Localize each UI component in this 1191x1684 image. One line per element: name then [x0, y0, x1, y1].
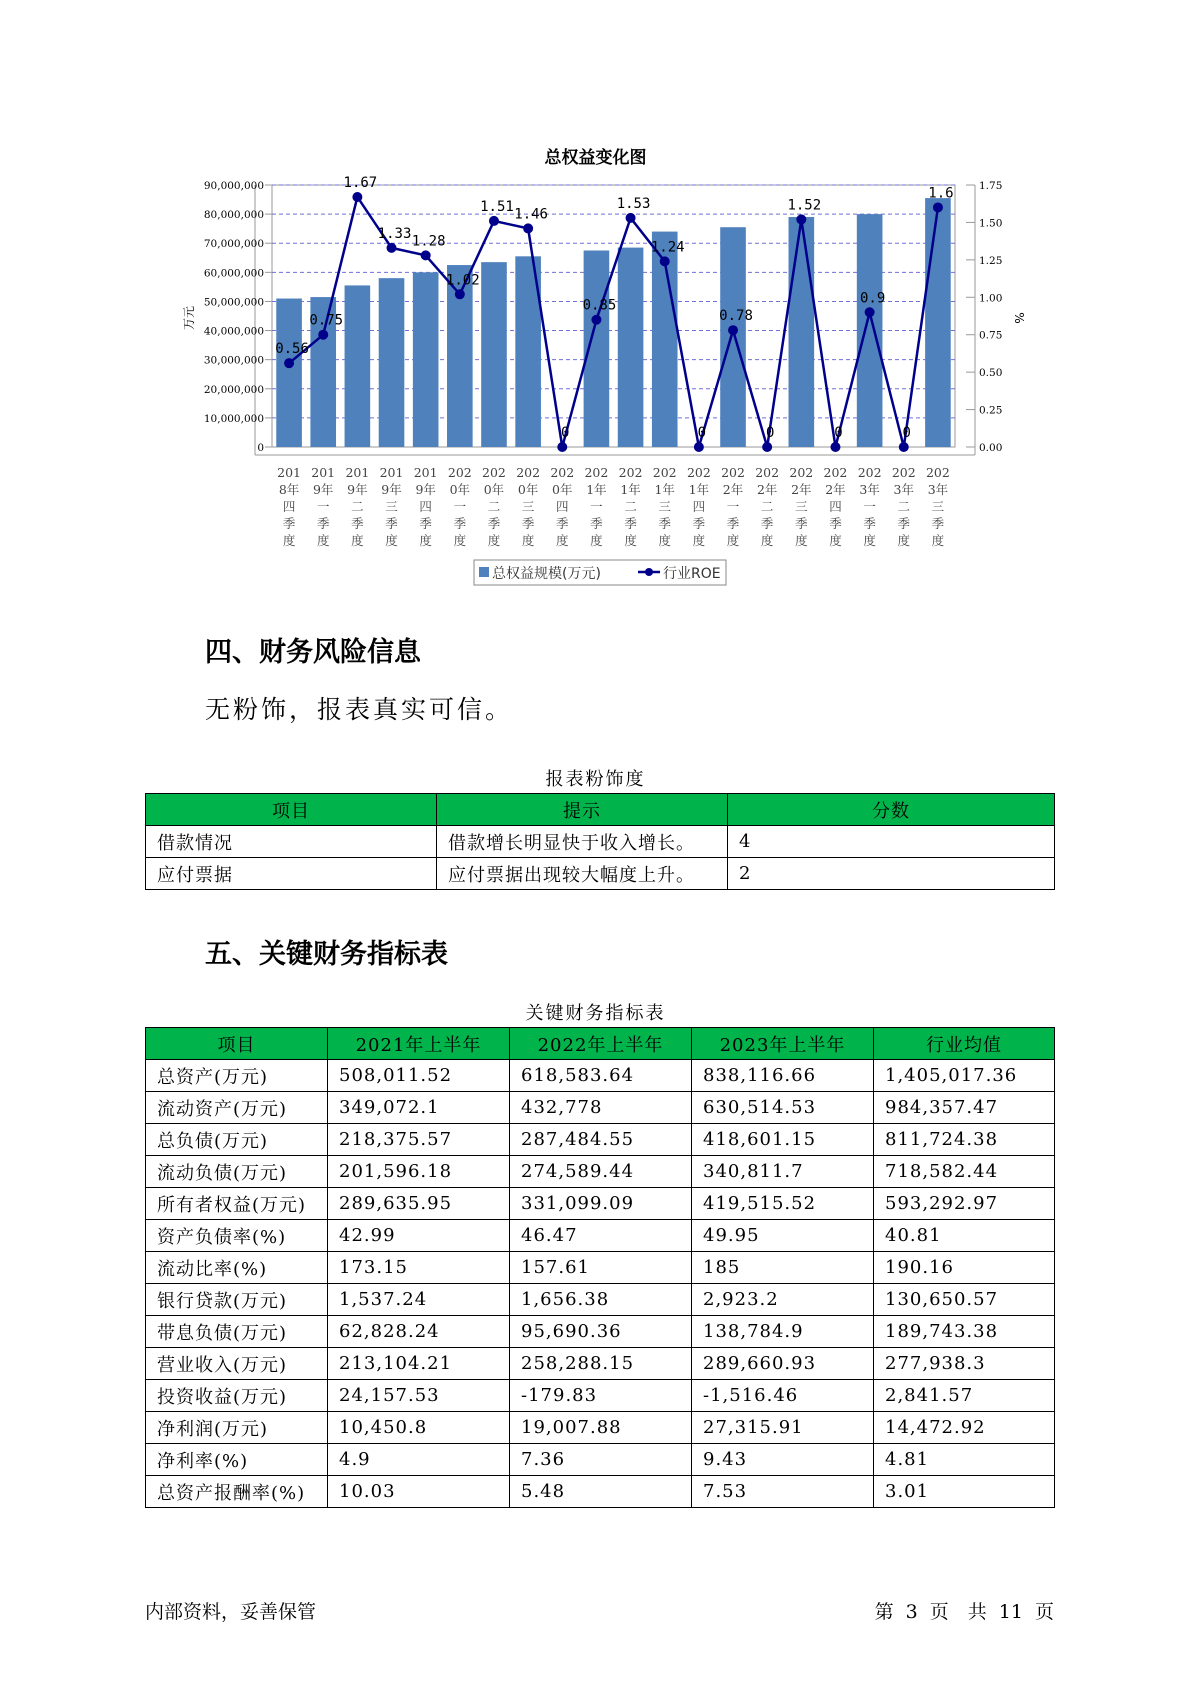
- x-tick-label: 季: [590, 516, 603, 531]
- x-tick-label: 季: [692, 516, 706, 531]
- indicator-table-cell: 46.47: [510, 1220, 692, 1252]
- risk-summary-text: 无粉饰，报表真实可信。: [205, 695, 514, 724]
- x-tick-label: 201: [277, 465, 302, 480]
- x-tick-label: 季: [931, 516, 945, 531]
- indicator-table-cell: 10,450.8: [328, 1412, 510, 1444]
- indicator-table-cell: 274,589.44: [510, 1156, 692, 1188]
- roe-point: [455, 289, 465, 299]
- x-tick-label: 度: [760, 533, 774, 548]
- roe-data-label: 0.85: [582, 297, 617, 314]
- indicator-table-cell: 157.61: [510, 1252, 692, 1284]
- indicator-header-2023: 2023年上半年: [692, 1028, 874, 1060]
- indicator-table-cell: 289,635.95: [328, 1188, 510, 1220]
- x-tick-label: 季: [487, 516, 501, 531]
- x-tick-label: 度: [931, 533, 945, 548]
- x-tick-label: 二: [760, 499, 774, 514]
- x-tick-label: 3年: [893, 482, 915, 497]
- equity-bar: [925, 198, 951, 447]
- left-tick-label: 30,000,000: [203, 354, 264, 367]
- x-tick-label: 度: [692, 533, 706, 548]
- x-tick-label: 三: [931, 499, 945, 514]
- indicator-table-cell: 287,484.55: [510, 1124, 692, 1156]
- roe-data-label: 1.02: [445, 272, 480, 289]
- x-tick-label: 度: [385, 533, 398, 548]
- indicator-table-cell: 62,828.24: [328, 1316, 510, 1348]
- indicator-table-cell: 213,104.21: [328, 1348, 510, 1380]
- x-tick-label: 季: [453, 516, 467, 531]
- indicator-table-row: [146, 1252, 1055, 1284]
- indicator-table-cell: 流动比率(%): [146, 1252, 328, 1284]
- indicator-table-cell: -179.83: [510, 1380, 692, 1412]
- indicator-table-cell: 201,596.18: [328, 1156, 510, 1188]
- indicator-table-cell: 630,514.53: [692, 1092, 874, 1124]
- x-tick-label: 202: [652, 465, 677, 480]
- x-tick-label: 202: [925, 465, 950, 480]
- roe-data-label: 1.52: [787, 197, 822, 214]
- x-tick-label: 201: [311, 465, 336, 480]
- x-tick-label: 1年: [586, 482, 607, 497]
- indicator-table-cell: 618,583.64: [510, 1060, 692, 1092]
- x-tick-label: 202: [755, 465, 780, 480]
- indicator-table-cell: 189,743.38: [874, 1316, 1055, 1348]
- indicator-table-cell: 1,537.24: [328, 1284, 510, 1316]
- roe-data-label: 0.56: [275, 341, 309, 358]
- x-tick-label: 202: [789, 465, 814, 480]
- x-tick-label: 202: [584, 465, 609, 480]
- right-tick-label: 0.75: [979, 329, 1003, 342]
- indicator-table-cell: 总资产报酬率(%): [146, 1476, 328, 1508]
- indicator-table-cell: 24,157.53: [328, 1380, 510, 1412]
- x-tick-label: 二: [897, 499, 911, 514]
- roe-point: [284, 358, 294, 368]
- roe-point: [660, 256, 670, 266]
- indicator-header-industry-avg: 行业均值: [874, 1028, 1055, 1060]
- x-tick-label: 季: [282, 516, 296, 531]
- risk-table-row: [146, 826, 1055, 858]
- indicator-table-cell: 718,582.44: [874, 1156, 1055, 1188]
- x-tick-label: 季: [795, 516, 808, 531]
- x-tick-label: 度: [863, 533, 876, 548]
- indicator-table-cell: 27,315.91: [692, 1412, 874, 1444]
- equity-bar: [413, 272, 439, 447]
- x-tick-label: 1年: [688, 482, 710, 497]
- risk-header-hint: 提示: [437, 794, 728, 826]
- x-tick-label: 季: [351, 516, 364, 531]
- x-tick-label: 度: [658, 533, 671, 548]
- x-tick-label: 202: [823, 465, 848, 480]
- x-tick-label: 一: [453, 499, 467, 514]
- section5-heading: 五、关键财务指标表: [205, 939, 448, 970]
- indicator-table-cell: 418,601.15: [692, 1124, 874, 1156]
- x-tick-label: 四: [556, 499, 569, 514]
- indicator-table-row: [146, 1412, 1055, 1444]
- right-tick-label: 1.50: [979, 217, 1003, 230]
- x-tick-label: 四: [829, 499, 842, 514]
- indicator-table-cell: 508,011.52: [328, 1060, 510, 1092]
- indicator-table-cell: 593,292.97: [874, 1188, 1055, 1220]
- roe-data-label: 1.46: [514, 206, 548, 223]
- indicator-header-2022: 2022年上半年: [510, 1028, 692, 1060]
- indicator-table-row: [146, 1124, 1055, 1156]
- x-tick-label: 0年: [552, 482, 573, 497]
- indicator-table-cell: 340,811.7: [692, 1156, 874, 1188]
- x-tick-label: 度: [624, 533, 637, 548]
- equity-bar: [345, 285, 371, 447]
- risk-table-cell: 4: [728, 826, 1055, 858]
- risk-table-cell: 2: [728, 858, 1055, 890]
- indicator-table-cell: 净利润(万元): [146, 1412, 328, 1444]
- roe-data-label: 1.6: [928, 185, 954, 202]
- roe-point: [523, 223, 533, 233]
- roe-point: [865, 307, 875, 317]
- x-tick-label: 3年: [927, 482, 949, 497]
- x-tick-label: 202: [516, 465, 541, 480]
- indicator-table-cell: 258,288.15: [510, 1348, 692, 1380]
- indicator-table-cell: 984,357.47: [874, 1092, 1055, 1124]
- left-tick-label: 90,000,000: [203, 180, 264, 192]
- x-tick-label: 度: [726, 533, 740, 548]
- right-tick-label: 0.00: [979, 442, 1003, 454]
- risk-table-caption: 报表粉饰度: [545, 769, 646, 790]
- x-tick-label: 一: [316, 499, 330, 514]
- indicator-table-cell: 2,841.57: [874, 1380, 1055, 1412]
- indicator-table-cell: 流动负债(万元): [146, 1156, 328, 1188]
- risk-table: [145, 793, 1055, 890]
- x-tick-label: 202: [482, 465, 506, 480]
- indicator-table-cell: -1,516.46: [692, 1380, 874, 1412]
- indicator-table-cell: 277,938.3: [874, 1348, 1055, 1380]
- x-tick-label: 一: [726, 499, 740, 514]
- indicator-header-item: 项目: [146, 1028, 328, 1060]
- indicator-table-cell: 7.36: [510, 1444, 692, 1476]
- risk-table-cell: 应付票据: [146, 858, 437, 890]
- x-tick-label: 201: [413, 465, 438, 480]
- x-tick-label: 四: [282, 499, 296, 514]
- right-tick-label: 0.25: [979, 404, 1003, 417]
- x-tick-label: 8年: [278, 482, 300, 497]
- x-tick-label: 季: [829, 516, 842, 531]
- indicator-table-cell: 总负债(万元): [146, 1124, 328, 1156]
- roe-data-label: 1.53: [616, 195, 651, 212]
- roe-data-label: 0: [765, 425, 775, 441]
- x-tick-label: 三: [658, 499, 671, 514]
- roe-point: [626, 213, 636, 223]
- risk-header-score: 分数: [728, 794, 1055, 826]
- indicator-table-row: [146, 1380, 1055, 1412]
- indicator-table-cell: 7.53: [692, 1476, 874, 1508]
- x-tick-label: 2年: [825, 482, 846, 497]
- indicator-table-cell: 42.99: [328, 1220, 510, 1252]
- equity-bar: [618, 248, 644, 447]
- indicator-table-row: [146, 1156, 1055, 1188]
- indicator-table-cell: 95,690.36: [510, 1316, 692, 1348]
- risk-table-header-row: [146, 794, 1055, 826]
- x-tick-label: 度: [795, 533, 808, 548]
- indicator-table-cell: 19,007.88: [510, 1412, 692, 1444]
- chart-title: 总权益变化图: [544, 148, 647, 168]
- indicator-table-row: [146, 1476, 1055, 1508]
- indicator-table-cell: 1,656.38: [510, 1284, 692, 1316]
- indicator-table-cell: 130,650.57: [874, 1284, 1055, 1316]
- x-tick-label: 季: [726, 516, 740, 531]
- risk-table-row: [146, 858, 1055, 890]
- x-tick-label: 季: [760, 516, 774, 531]
- roe-point: [352, 192, 362, 202]
- equity-bar: [481, 262, 507, 447]
- indicator-table-cell: 2,923.2: [692, 1284, 874, 1316]
- indicator-table-cell: 1,405,017.36: [874, 1060, 1055, 1092]
- indicator-table-row: [146, 1060, 1055, 1092]
- risk-table-cell: 应付票据出现较大幅度上升。: [437, 858, 728, 890]
- indicator-table-cell: 138,784.9: [692, 1316, 874, 1348]
- roe-point: [933, 202, 943, 212]
- indicator-table-cell: 185: [692, 1252, 874, 1284]
- indicator-table-cell: 419,515.52: [692, 1188, 874, 1220]
- x-tick-label: 季: [863, 516, 876, 531]
- legend-bar-swatch: [479, 567, 489, 577]
- x-tick-label: 四: [692, 499, 706, 514]
- x-tick-label: 二: [351, 499, 364, 514]
- indicator-table-caption: 关键财务指标表: [525, 1003, 666, 1024]
- right-tick-label: 1.00: [979, 292, 1003, 305]
- roe-point: [318, 330, 328, 340]
- x-tick-label: 9年: [381, 482, 402, 497]
- indicator-table-cell: 资产负债率(%): [146, 1220, 328, 1252]
- x-tick-label: 202: [891, 465, 916, 480]
- roe-point: [728, 325, 738, 335]
- roe-point: [591, 315, 601, 325]
- left-tick-label: 80,000,000: [203, 209, 264, 222]
- roe-point: [694, 442, 704, 452]
- left-tick-label: 0: [257, 442, 264, 454]
- x-tick-label: 二: [624, 499, 637, 514]
- x-tick-label: 2年: [722, 482, 744, 497]
- indicator-table-row: [146, 1316, 1055, 1348]
- indicator-table-cell: 所有者权益(万元): [146, 1188, 328, 1220]
- x-tick-label: 季: [897, 516, 911, 531]
- right-axis-label: %: [1012, 312, 1026, 324]
- roe-point: [557, 442, 567, 452]
- right-tick-label: 1.25: [979, 254, 1003, 267]
- indicator-table-cell: 5.48: [510, 1476, 692, 1508]
- roe-data-label: 0: [834, 425, 843, 441]
- left-axis-label: 万元: [182, 305, 196, 331]
- x-tick-label: 二: [487, 499, 501, 514]
- indicator-table-cell: 331,099.09: [510, 1188, 692, 1220]
- x-tick-label: 三: [521, 499, 535, 514]
- equity-bar: [379, 278, 405, 447]
- roe-data-label: 1.67: [343, 174, 378, 191]
- roe-data-label: 0.75: [309, 312, 344, 329]
- risk-table-cell: 借款情况: [146, 826, 437, 858]
- risk-table-cell: 借款增长明显快于收入增长。: [437, 826, 728, 858]
- x-tick-label: 三: [385, 499, 398, 514]
- roe-point: [489, 216, 499, 226]
- roe-data-label: 1.24: [650, 239, 685, 256]
- indicator-table-cell: 9.43: [692, 1444, 874, 1476]
- indicator-table-row: [146, 1284, 1055, 1316]
- x-tick-label: 2年: [756, 482, 778, 497]
- x-tick-label: 202: [857, 465, 882, 480]
- risk-header-item: 项目: [146, 794, 437, 826]
- indicator-table-cell: 银行贷款(万元): [146, 1284, 328, 1316]
- x-tick-label: 度: [453, 533, 467, 548]
- indicator-table-cell: 3.01: [874, 1476, 1055, 1508]
- roe-point: [796, 214, 806, 224]
- indicator-table-cell: 营业收入(万元): [146, 1348, 328, 1380]
- right-tick-label: 0.50: [979, 367, 1003, 380]
- x-tick-label: 1年: [620, 482, 641, 497]
- x-tick-label: 季: [624, 516, 637, 531]
- left-tick-label: 20,000,000: [203, 383, 264, 396]
- equity-bar: [720, 227, 746, 447]
- x-tick-label: 季: [521, 516, 535, 531]
- legend-line-label: 行业ROE: [663, 566, 721, 582]
- section4-heading: 四、财务风险信息: [205, 637, 421, 668]
- left-tick-label: 60,000,000: [203, 267, 264, 280]
- indicator-table-row: [146, 1444, 1055, 1476]
- indicator-table-cell: 40.81: [874, 1220, 1055, 1252]
- indicator-table-cell: 190.16: [874, 1252, 1055, 1284]
- roe-data-label: 1.51: [480, 198, 514, 215]
- indicator-table-header-row: [146, 1028, 1055, 1060]
- roe-point: [899, 442, 909, 452]
- indicator-table: [145, 1027, 1055, 1508]
- x-tick-label: 度: [419, 533, 432, 548]
- indicator-table-cell: 349,072.1: [328, 1092, 510, 1124]
- footer-page-number: 第 3 页 共 11 页: [874, 1601, 1054, 1623]
- x-tick-label: 四: [419, 499, 432, 514]
- indicator-table-cell: 净利率(%): [146, 1444, 328, 1476]
- indicator-table-cell: 投资收益(万元): [146, 1380, 328, 1412]
- right-tick-label: 1.75: [979, 180, 1003, 192]
- equity-bar: [789, 217, 815, 447]
- left-tick-label: 70,000,000: [203, 238, 264, 251]
- equity-bar: [276, 299, 302, 447]
- indicator-table-cell: 218,375.57: [328, 1124, 510, 1156]
- x-tick-label: 季: [316, 516, 330, 531]
- roe-data-label: 0: [697, 425, 707, 441]
- left-tick-label: 10,000,000: [203, 412, 264, 425]
- indicator-table-cell: 4.9: [328, 1444, 510, 1476]
- indicator-table-row: [146, 1092, 1055, 1124]
- roe-point: [387, 243, 397, 253]
- equity-bar: [857, 214, 886, 447]
- x-tick-label: 度: [316, 533, 330, 548]
- x-tick-label: 季: [385, 516, 398, 531]
- x-tick-label: 3年: [859, 482, 880, 497]
- x-tick-label: 一: [863, 499, 876, 514]
- x-tick-label: 0年: [483, 482, 505, 497]
- x-tick-label: 9年: [347, 482, 368, 497]
- indicator-table-cell: 总资产(万元): [146, 1060, 328, 1092]
- x-tick-label: 202: [550, 465, 575, 480]
- left-tick-label: 40,000,000: [203, 325, 264, 338]
- indicator-table-body: [146, 1060, 1055, 1508]
- x-tick-label: 度: [556, 533, 569, 548]
- roe-point: [762, 442, 772, 452]
- x-tick-label: 202: [447, 465, 472, 480]
- legend-line-marker: [645, 568, 653, 576]
- x-tick-label: 9年: [312, 482, 334, 497]
- risk-table-body: [146, 826, 1055, 890]
- x-tick-label: 201: [379, 465, 404, 480]
- x-tick-label: 202: [721, 465, 745, 480]
- indicator-table-cell: 4.81: [874, 1444, 1055, 1476]
- legend-bar-label: 总权益规模(万元): [492, 566, 601, 582]
- x-tick-label: 度: [351, 533, 364, 548]
- x-tick-label: 0年: [449, 482, 471, 497]
- x-tick-label: 0年: [517, 482, 539, 497]
- x-tick-label: 9年: [415, 482, 436, 497]
- roe-data-label: 0: [561, 425, 570, 441]
- x-tick-label: 202: [618, 465, 643, 480]
- x-tick-label: 三: [795, 499, 808, 514]
- indicator-table-cell: 10.03: [328, 1476, 510, 1508]
- roe-data-label: 0: [902, 425, 911, 441]
- roe-data-label: 1.33: [377, 225, 412, 242]
- indicator-header-2021: 2021年上半年: [328, 1028, 510, 1060]
- roe-data-label: 0.9: [859, 290, 886, 307]
- left-tick-label: 50,000,000: [203, 296, 264, 309]
- indicator-table-cell: 173.15: [328, 1252, 510, 1284]
- roe-data-label: 0.78: [719, 308, 753, 325]
- x-tick-label: 201: [345, 465, 370, 480]
- x-tick-label: 季: [556, 516, 569, 531]
- indicator-table-cell: 流动资产(万元): [146, 1092, 328, 1124]
- indicator-table-cell: 14,472.92: [874, 1412, 1055, 1444]
- indicator-table-row: [146, 1348, 1055, 1380]
- x-tick-label: 度: [282, 533, 296, 548]
- x-tick-label: 度: [829, 533, 842, 548]
- roe-point: [830, 442, 840, 452]
- x-tick-label: 度: [487, 533, 501, 548]
- indicator-table-cell: 带息负债(万元): [146, 1316, 328, 1348]
- indicator-table-cell: 289,660.93: [692, 1348, 874, 1380]
- roe-point: [421, 250, 431, 260]
- x-tick-label: 2年: [791, 482, 812, 497]
- indicator-table-row: [146, 1188, 1055, 1220]
- x-tick-label: 度: [590, 533, 603, 548]
- x-tick-label: 1年: [654, 482, 675, 497]
- x-tick-label: 度: [521, 533, 535, 548]
- indicator-table-cell: 811,724.38: [874, 1124, 1055, 1156]
- equity-chart: [0, 0, 1191, 600]
- indicator-table-cell: 432,778: [510, 1092, 692, 1124]
- x-tick-label: 202: [686, 465, 711, 480]
- x-tick-label: 一: [590, 499, 603, 514]
- indicator-table-cell: 838,116.66: [692, 1060, 874, 1092]
- x-tick-label: 季: [658, 516, 671, 531]
- indicator-table-cell: 49.95: [692, 1220, 874, 1252]
- x-tick-label: 度: [897, 533, 911, 548]
- x-tick-label: 季: [419, 516, 432, 531]
- roe-data-label: 1.28: [411, 233, 446, 250]
- indicator-table-row: [146, 1220, 1055, 1252]
- footer-confidential-note: 内部资料，妥善保管: [145, 1601, 317, 1623]
